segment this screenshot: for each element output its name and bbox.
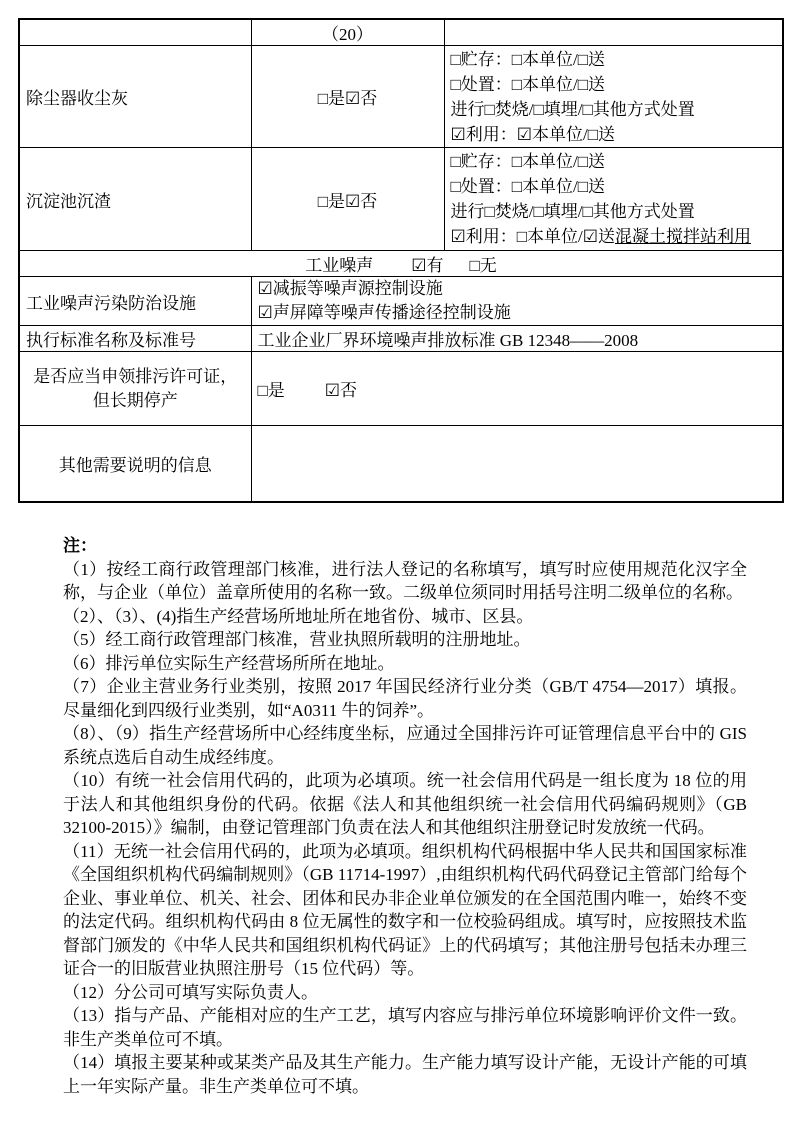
table-row-standard <box>19 326 783 352</box>
disposal-checkbox-line: □处置：□本单位/□送 <box>450 74 606 94</box>
dust-ash-label: 除尘器收尘灰 <box>19 46 251 148</box>
table-row-header <box>19 19 783 46</box>
note-item-6: （8）、（9）指生产经营场所中心经纬度坐标，应通过全国排污许可证管理信息平台中的 GIS 系统点选后自动生成经纬度。 <box>63 724 747 767</box>
noise-facilities-label: 工业噪声污染防治设施 <box>19 277 251 326</box>
noise-yes-checkbox: ☑有 <box>411 256 444 275</box>
industrial-noise-cell <box>19 251 783 277</box>
table-row-industrial-noise <box>19 251 783 277</box>
table-row-noise-facilities <box>19 277 783 326</box>
note-item-3: （5）经工商行政管理部门核准，营业执照所载明的注册地址。 <box>63 630 531 649</box>
permit-no-checkbox: ☑否 <box>324 381 358 400</box>
sediment-yesno-checkbox: □是☑否 <box>251 148 444 251</box>
note-item-8: （11）无统一社会信用代码的，此项为必填项。组织机构代码根据中华人民共和国国家标准《全国组织机构代码编制规则》（GB 11714-1997）,由组织机构代码代码登记主管部门给每个企业、事业单位、机关、社会、团体和民办非企业单位颁发的在全国范围内唯一，始终不变的法定代码。组织机构代码由 8 位无属性的数字和一位校验码组成。填写时，应按照技术监督部门颁发的《中华人民共和国组织机构代码证》上的代码填写；其他注册号包括未办理三证合一的旧版营业执照注册号（15 位代码）等。 <box>63 841 747 978</box>
note-item-2: （2）、（3）、(4)指生产经营场所地址所在地省份、城市、区县。 <box>63 606 534 626</box>
storage-checkbox-line: □贮存：□本单位/□送 <box>450 49 606 69</box>
permit-yes-checkbox: □是 <box>257 381 285 400</box>
standard-label: 执行标准名称及标准号 <box>19 326 251 352</box>
notes-section <box>63 534 747 1098</box>
other-info-label: 其他需要说明的信息 <box>19 426 251 503</box>
header-empty-cell <box>444 19 783 46</box>
dust-ash-disposal-cell <box>444 46 783 148</box>
note-item-9: （12）分公司可填写实际负责人。 <box>63 982 318 1002</box>
note-item-11: （14）填报主要某种或某类产品及其生产能力。生产能力填写设计产能，无设计产能的可填上一年实际产量。非生产类单位可不填。 <box>63 1053 747 1096</box>
table-row-other-info <box>19 426 783 503</box>
table-row-sediment <box>19 148 783 251</box>
treatment-method-checkbox-line: 进行□焚烧/□填埋/□其他方式处置 <box>450 99 695 119</box>
disposal-checkbox-line: □处置：□本单位/□送 <box>450 177 606 196</box>
note-item-5: （7）企业主营业务行业类别，按照 2017 年国民经济行业分类（GB/T 4754—2017）填报。尽量细化到四级行业类别，如“A0311 牛的饲养”。 <box>63 677 747 720</box>
sediment-disposal-cell <box>444 148 783 251</box>
dust-ash-yesno-checkbox: □是☑否 <box>251 46 444 148</box>
treatment-method-checkbox-line: 进行□焚烧/□填埋/□其他方式处置 <box>450 202 695 221</box>
standard-value: 工业企业厂界环境噪声排放标准 GB 12348——2008 <box>251 326 783 352</box>
notes-title: 注： <box>63 536 97 555</box>
note-item-7: （10）有统一社会信用代码的，此项为必填项。统一社会信用代码是一组长度为 18 位的用于法人和其他组织身份的代码。依据《法人和其他组织统一社会信用代码编码规则》（GB 32100-2015）》编制，由登记管理部门负责在法人和其他组织注册登记时发放统一代码。 <box>63 771 747 837</box>
note-item-10: （13）指与产品、产能相对应的生产工艺，填写内容应与排污单位环境影响评价文件一致。非生产类单位可不填。 <box>63 1006 747 1049</box>
header-empty-cell <box>19 19 251 46</box>
noise-no-checkbox: □无 <box>469 256 497 275</box>
noise-facilities-cell <box>251 277 783 326</box>
other-info-value <box>251 426 783 503</box>
permit-shutdown-label <box>19 352 251 426</box>
registration-form-table <box>18 18 784 503</box>
table-row-dust-ash <box>19 46 783 148</box>
note-item-1: （1）按经工商行政管理部门核准，进行法人登记的名称填写，填写时应使用规范化汉字全称，与企业（单位）盖章所使用的名称一致。二级单位须同时用括号注明二级单位的名称。 <box>63 559 747 602</box>
sediment-label: 沉淀池沉渣 <box>19 148 251 251</box>
utilization-checkbox-line: ☑利用：☑本单位/□送 <box>450 124 615 144</box>
noise-barrier-checkbox-line: ☑声屏障等噪声传播途径控制设施 <box>257 303 511 322</box>
industrial-noise-label: 工业噪声 <box>305 256 374 275</box>
permit-shutdown-answer-cell <box>251 352 783 426</box>
permit-label-line2: 但长期停产 <box>92 390 178 410</box>
noise-source-control-checkbox-line: ☑减振等噪声源控制设施 <box>257 279 443 298</box>
permit-label-line1: 是否应当申领排污许可证， <box>33 366 238 386</box>
utilization-prefix: ☑利用：□本单位/☑送 <box>450 227 615 246</box>
header-number-cell: （20） <box>251 19 444 46</box>
storage-checkbox-line: □贮存：□本单位/□送 <box>450 152 606 171</box>
utilization-checkbox-line <box>451 224 777 249</box>
utilization-destination-underlined: 混凝土搅拌站利用 <box>614 227 751 246</box>
note-item-4: （6）排污单位实际生产经营场所所在地址。 <box>63 653 395 673</box>
table-row-permit-shutdown <box>19 352 783 426</box>
